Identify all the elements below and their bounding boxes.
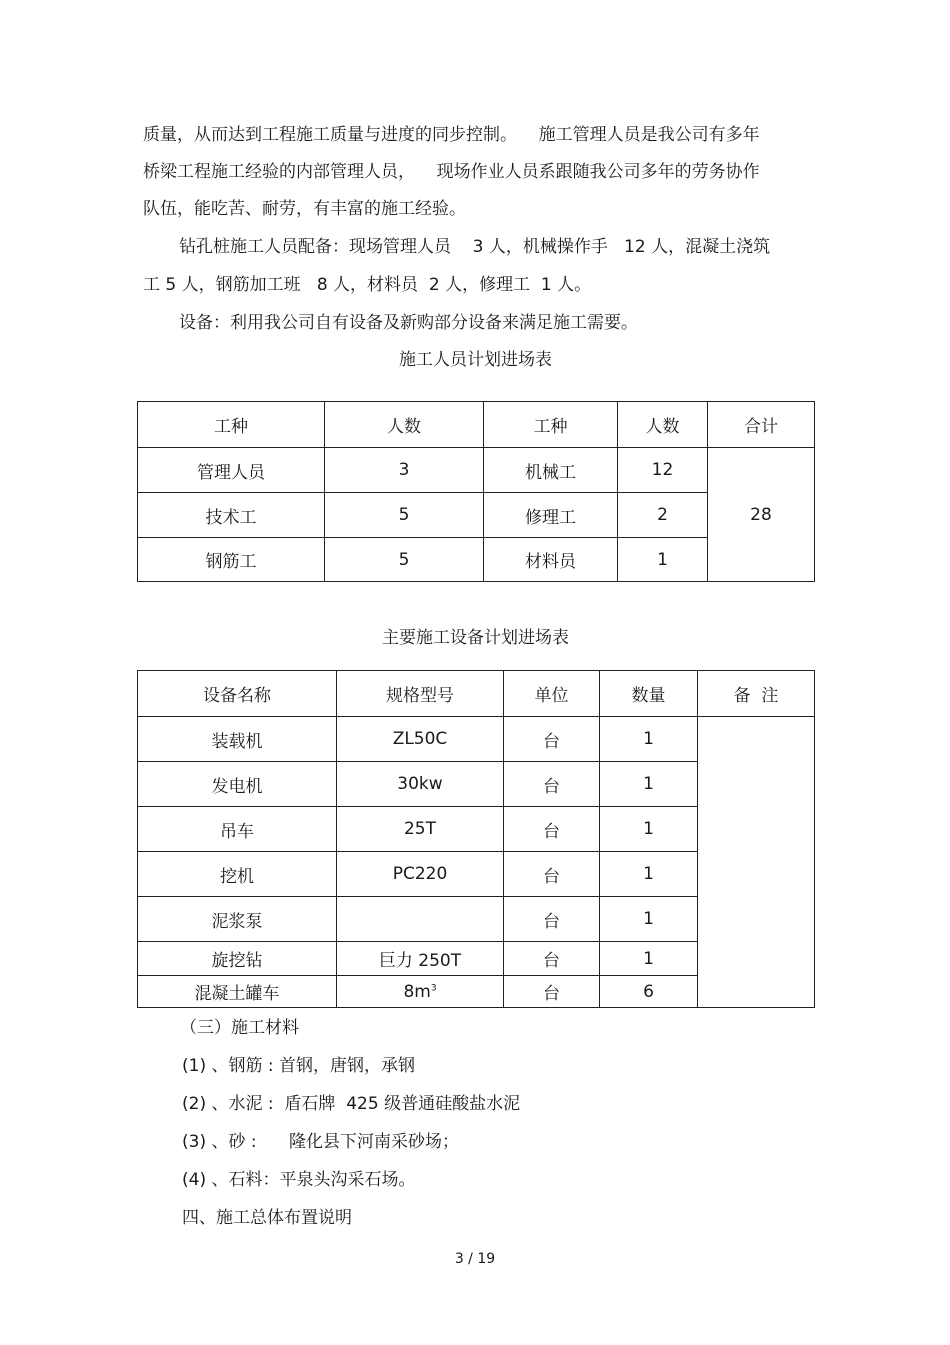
table-cell: 6 xyxy=(600,976,698,1008)
table-cell: 管理人员 xyxy=(138,448,325,493)
table-cell: 5 xyxy=(325,538,484,582)
materials-heading: （三）施工材料 xyxy=(180,1018,299,1038)
header-cell: 合计 xyxy=(708,402,815,448)
table-cell: 5 xyxy=(325,493,484,538)
table-cell: 发电机 xyxy=(138,762,337,807)
materials-item: (1) 、钢筋 : 首钢，唐钢，承钢 xyxy=(182,1056,416,1076)
remarks-cell xyxy=(698,717,815,1008)
header-cell: 数量 xyxy=(600,671,698,717)
table-cell: 3 xyxy=(325,448,484,493)
header-cell: 人数 xyxy=(618,402,708,448)
table-cell: 吊车 xyxy=(138,807,337,852)
table-cell: 台 xyxy=(504,942,600,976)
table-cell: 1 xyxy=(618,538,708,582)
table-cell: 挖机 xyxy=(138,852,337,897)
header-cell: 工种 xyxy=(138,402,325,448)
table-cell: 1 xyxy=(600,942,698,976)
table-cell: 钢筋工 xyxy=(138,538,325,582)
paragraph-line: 钻孔桩施工人员配备：现场管理人员 3 人，机械操作手 12 人，混凝土浇筑 xyxy=(179,237,771,257)
paragraph-line: 质量，从而达到工程施工质量与进度的同步控制。 施工管理人员是我公司有多年 xyxy=(143,125,760,145)
table-header-row xyxy=(138,402,815,448)
header-cell: 设备名称 xyxy=(138,671,337,717)
table-cell: 台 xyxy=(504,717,600,762)
materials-item: (3) 、砂 : 隆化县下河南采砂场； xyxy=(182,1132,460,1152)
table-cell xyxy=(337,897,504,942)
paragraph-line: 队伍，能吃苦、耐劳，有丰富的施工经验。 xyxy=(143,199,466,219)
paragraph-line: 工 5 人，钢筋加工班 8 人，材料员 2 人，修理工 1 人。 xyxy=(143,275,592,295)
page-number: 3 / 19 xyxy=(454,1251,496,1267)
header-cell: 单位 xyxy=(504,671,600,717)
table-cell: 泥浆泵 xyxy=(138,897,337,942)
table-header-row xyxy=(138,671,815,717)
table-cell: 台 xyxy=(504,807,600,852)
table-cell: 台 xyxy=(504,897,600,942)
table-cell: 台 xyxy=(504,762,600,807)
table-cell: 12 xyxy=(618,448,708,493)
table-cell: 巨力 250T xyxy=(337,942,504,976)
table-cell: PC220 xyxy=(337,852,504,897)
table-cell: 台 xyxy=(504,976,600,1008)
table-cell: 25T xyxy=(337,807,504,852)
materials-item: (4) 、石料：平泉头沟采石场。 xyxy=(182,1170,416,1190)
header-cell: 备 注 xyxy=(698,671,815,717)
table-cell: 修理工 xyxy=(484,493,618,538)
table-cell: 1 xyxy=(600,852,698,897)
table-cell: 台 xyxy=(504,852,600,897)
staff-table-title: 施工人员计划进场表 xyxy=(399,350,552,370)
table-cell: 装载机 xyxy=(138,717,337,762)
table-cell: 2 xyxy=(618,493,708,538)
table-cell: 旋挖钻 xyxy=(138,942,337,976)
table-cell: 混凝土罐车 xyxy=(138,976,337,1008)
spec-value: 8m xyxy=(403,981,431,1002)
header-cell: 规格型号 xyxy=(337,671,504,717)
table-cell: 材料员 xyxy=(484,538,618,582)
table-row xyxy=(138,448,815,493)
header-cell: 工种 xyxy=(484,402,618,448)
table-cell: 机械工 xyxy=(484,448,618,493)
table-cell: ZL50C xyxy=(337,717,504,762)
paragraph-line: 设备：利用我公司自有设备及新购部分设备来满足施工需要。 xyxy=(179,313,638,333)
table-cell: 技术工 xyxy=(138,493,325,538)
total-cell: 28 xyxy=(708,448,815,582)
paragraph-line: 桥梁工程施工经验的内部管理人员， 现场作业人员系跟随我公司多年的劳务协作 xyxy=(143,162,760,182)
header-cell: 人数 xyxy=(325,402,484,448)
table-cell xyxy=(337,976,504,1008)
table-cell: 1 xyxy=(600,762,698,807)
table-cell: 1 xyxy=(600,807,698,852)
superscript: 3 xyxy=(430,982,437,993)
table-cell: 30kw xyxy=(337,762,504,807)
staff-table xyxy=(137,401,815,582)
equipment-table-title: 主要施工设备计划进场表 xyxy=(382,628,569,648)
section-heading: 四、施工总体布置说明 xyxy=(182,1208,352,1228)
table-cell: 1 xyxy=(600,897,698,942)
table-row xyxy=(138,717,815,762)
materials-item: (2) 、水泥 : 盾石牌 425 级普通硅酸盐水泥 xyxy=(182,1094,521,1114)
equipment-table xyxy=(137,670,815,1008)
table-cell: 1 xyxy=(600,717,698,762)
